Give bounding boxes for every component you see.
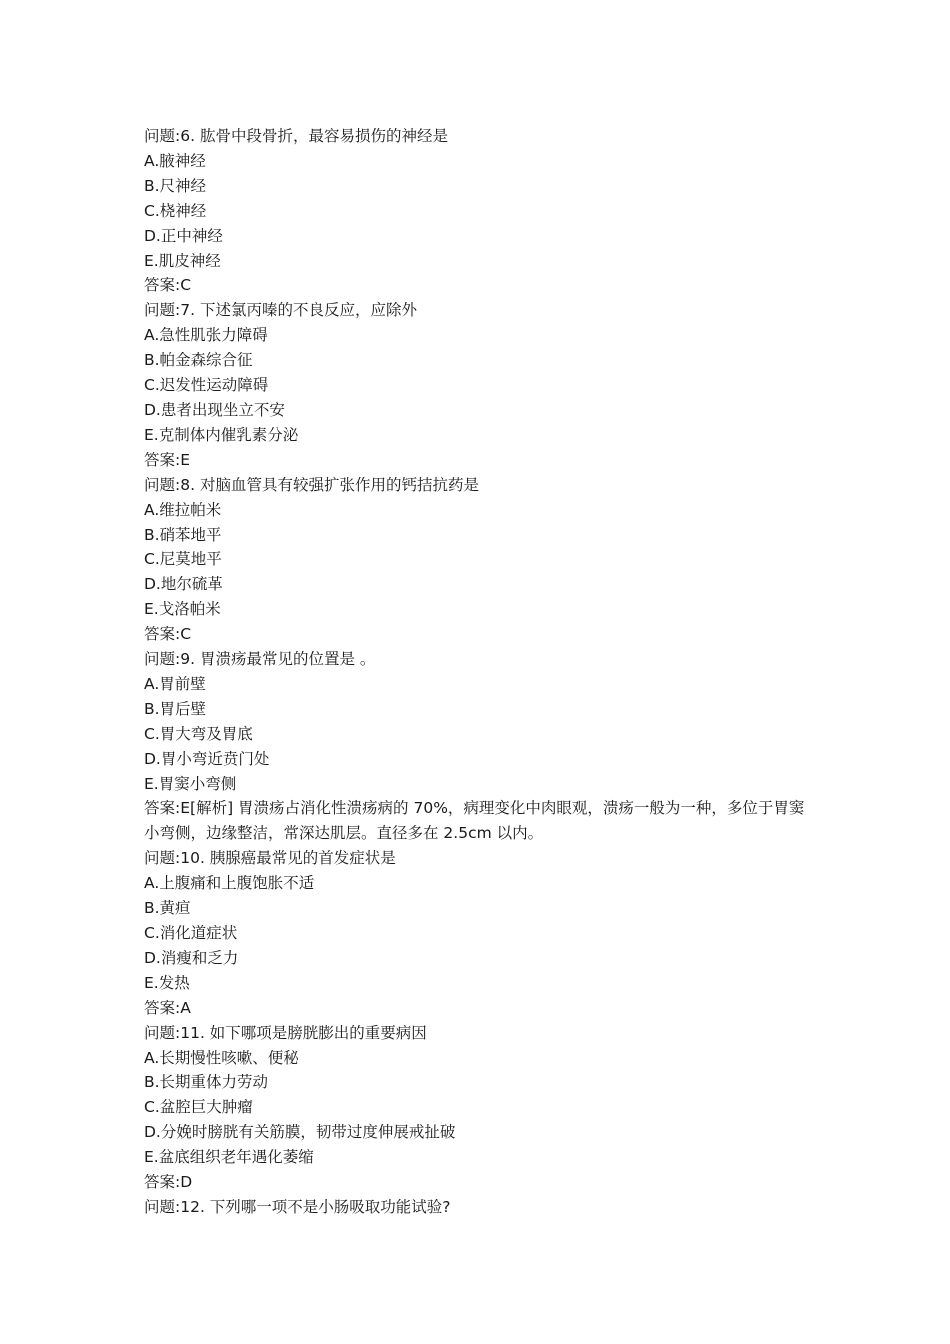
answer-text: 答案:D bbox=[144, 1173, 193, 1192]
option-d: D.患者出现坐立不安 bbox=[144, 400, 285, 419]
question-block bbox=[144, 647, 814, 846]
option-e: E.克制体内催乳素分泌 bbox=[144, 425, 299, 444]
question-text: 问题:8. 对脑血管具有较强扩张作用的钙拮抗药是 bbox=[144, 475, 479, 494]
question-block bbox=[144, 124, 814, 298]
answer-text: 答案:E bbox=[144, 450, 191, 469]
answer-text: 答案:C bbox=[144, 625, 192, 644]
option-d: D.地尔硫革 bbox=[144, 575, 223, 594]
answer-text: 答案:A bbox=[144, 998, 191, 1017]
option-d: D.正中神经 bbox=[144, 226, 223, 245]
question-block bbox=[144, 1195, 814, 1220]
option-b: B.帕金森综合征 bbox=[144, 351, 253, 370]
option-a: A.腋神经 bbox=[144, 151, 206, 170]
question-text: 问题:7. 下述氯丙嗪的不良反应，应除外 bbox=[144, 301, 417, 320]
option-e: E.胃窦小弯侧 bbox=[144, 774, 237, 793]
question-text: 问题:11. 如下哪项是膀胱膨出的重要病因 bbox=[144, 1023, 427, 1042]
option-c: C.尼莫地平 bbox=[144, 550, 222, 569]
question-block bbox=[144, 1021, 814, 1195]
question-text: 问题:12. 下列哪一项不是小肠吸取功能试验? bbox=[144, 1197, 451, 1216]
option-a: A.上腹痛和上腹饱胀不适 bbox=[144, 874, 315, 893]
option-b: B.尺神经 bbox=[144, 176, 207, 195]
option-c: C.盆腔巨大肿瘤 bbox=[144, 1098, 253, 1117]
option-b: B.硝苯地平 bbox=[144, 525, 222, 544]
option-b: B.黄疸 bbox=[144, 899, 191, 918]
option-d: D.分娩时膀胱有关筋膜，韧带过度伸展戒扯破 bbox=[144, 1123, 456, 1142]
option-a: A.长期慢性咳嗽、便秘 bbox=[144, 1048, 299, 1067]
option-a: A.维拉帕米 bbox=[144, 500, 222, 519]
question-block bbox=[144, 298, 814, 472]
question-block bbox=[144, 473, 814, 647]
option-b: B.胃后壁 bbox=[144, 699, 207, 718]
option-e: E.戈洛帕米 bbox=[144, 600, 221, 619]
option-e: E.发热 bbox=[144, 973, 190, 992]
option-c: C.消化道症状 bbox=[144, 924, 238, 942]
question-text: 问题:9. 胃溃疡最常见的位置是 。 bbox=[144, 650, 376, 669]
option-c: C.胃大弯及胃底 bbox=[144, 724, 253, 743]
option-a: A.急性肌张力障碍 bbox=[144, 326, 268, 345]
option-c: C.桡神经 bbox=[144, 201, 207, 220]
question-text: 问题:10. 胰腺癌最常见的首发症状是 bbox=[144, 849, 396, 868]
option-e: E.盆底组织老年遇化萎缩 bbox=[144, 1148, 314, 1167]
question-text: 问题:6. 肱骨中段骨折，最容易损伤的神经是 bbox=[144, 127, 448, 145]
question-list bbox=[144, 124, 814, 1220]
option-b: B.长期重体力劳动 bbox=[144, 1073, 269, 1092]
option-e: E.肌皮神经 bbox=[144, 251, 221, 270]
option-d: D.消瘦和乏力 bbox=[144, 948, 239, 967]
question-block bbox=[144, 846, 814, 1020]
option-d: D.胃小弯近贲门处 bbox=[144, 749, 270, 768]
option-a: A.胃前壁 bbox=[144, 674, 206, 693]
answer-text: 答案:C bbox=[144, 276, 192, 295]
option-c: C.迟发性运动障碍 bbox=[144, 376, 269, 395]
answer-explanation: 答案:E[解析] 胃溃疡占消化性溃疡病的 70%，病理变化中肉眼观，溃疡一般为一种，多位于胃窦小弯侧，边缘整洁，常深达肌层。直径多在 2.5cm 以内。 bbox=[144, 799, 805, 843]
